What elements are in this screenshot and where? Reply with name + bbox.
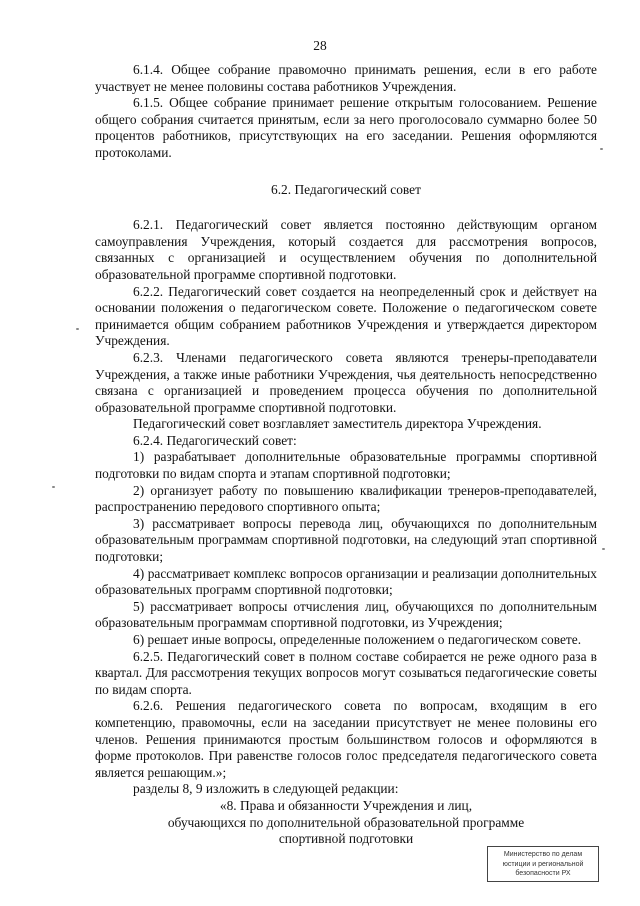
paragraph-6-2-1: 6.2.1. Педагогический совет является постоянно действующим органом самоуправления Учреждения, который создается для рассмотрения вопросов, связанных с организацией и осуществлением обучения по дополнительной образовательной программе спортивной подготовки.: [95, 217, 597, 282]
page-number: 28: [313, 38, 327, 53]
list-item-2: 2) организует работу по повышению квалификации тренеров-преподавателей, распространению передового спортивного опыта;: [95, 482, 597, 515]
paragraph-6-2-3: 6.2.3. Членами педагогического совета являются тренеры-преподаватели Учреждения, а также иные работники Учреждения, чья деятельность непосредственно связана с организацией и проведением процесса обучения по дополнительной образовательной программе спортивной подготовки.: [95, 349, 597, 415]
scan-speck: [76, 328, 79, 330]
paragraph-6-2-5: 6.2.5. Педагогический совет в полном составе собирается не реже одного раза в квартал. Для рассмотрения текущих вопросов могут созываться педагогические советы по видам спорта.: [95, 648, 597, 697]
scan-speck: [52, 486, 55, 488]
stamp-line: безопасности РХ: [515, 870, 571, 877]
list-item-6: 6) решает иные вопросы, определенные положением о педагогическом совете.: [133, 632, 582, 647]
subsection-title-6-2: 6.2. Педагогический совет: [271, 181, 421, 197]
registration-stamp: [487, 846, 599, 882]
list-item-3: 3) рассматривает вопросы перевода лиц, обучающихся по дополнительным образовательным программам спортивной подготовки, на следующий этап спортивной подготовки;: [95, 515, 597, 565]
paragraph-council-head: Педагогический совет возглавляет заместитель директора Учреждения.: [133, 416, 542, 432]
list-item-4: 4) рассматривает комплекс вопросов организации и реализации дополнительных образовательных программ спортивной подготовки;: [95, 565, 597, 598]
paragraph-6-1-4: 6.1.4. Общее собрание правомочно принимать решения, если в его работе участвует не менее половины состава работников Учреждения.: [95, 62, 597, 94]
list-item-5: 5) рассматривает вопросы отчисления лиц, обучающихся по дополнительным образовательным программам спортивной подготовки, из Учреждения;: [95, 598, 597, 631]
section-heading-line-3: спортивной подготовки: [278, 831, 414, 847]
section-heading-line-1: «8. Права и обязанности Учреждения и лиц,: [219, 797, 473, 813]
scan-speck: [602, 548, 605, 550]
paragraph-6-2-4: 6.2.4. Педагогический совет:: [133, 432, 297, 448]
section-heading-line-2: обучающихся по дополнительной образовательной программе: [167, 814, 525, 830]
paragraph-sections-8-9: разделы 8, 9 изложить в следующей редакции:: [133, 781, 399, 797]
paragraph-6-2-2: 6.2.2. Педагогический совет создается на неопределенный срок и действует на основании положения о педагогическом совете. Положение о педагогическом совете принимается общим собранием работников Учреждения и утверждается директором Учреждения.: [95, 283, 597, 349]
paragraph-6-2-6: 6.2.6. Решения педагогического совета по вопросам, входящим в его компетенцию, правомочны, если на заседании присутствует не менее половины его членов. Решения принимаются простым большинством голосов и оформляются в форме протоколов. При равенстве голосов голос председателя педагогического совета является решающим.»;: [95, 698, 597, 780]
stamp-line: Министерство по делам: [503, 851, 583, 858]
scan-speck: [600, 148, 603, 150]
stamp-line: юстиции и региональной: [502, 860, 584, 868]
list-item-1: 1) разрабатывает дополнительные образовательные программы спортивной подготовки по видам спорта и этапам спортивной подготовки;: [95, 449, 597, 482]
paragraph-6-1-5: 6.1.5. Общее собрание принимает решение открытым голосованием. Решение общего собрания считается принятым, если за него проголосовало суммарно более 50 процентов работников, присутствующих на его заседании. Решения оформляются протоколами.: [95, 95, 597, 160]
document-body: [95, 62, 597, 848]
